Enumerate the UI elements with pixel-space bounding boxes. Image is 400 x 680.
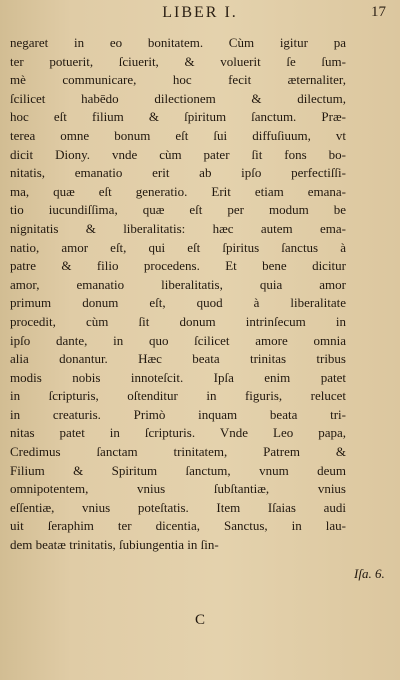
- text-line: in creaturis. Primò inquam beata tri-: [10, 406, 346, 422]
- signature-mark: C: [194, 612, 205, 628]
- text-line: primum donum eſt, quod à liberalitate: [10, 295, 346, 311]
- text-line: patre & filio procedens. Et bene dicitur: [10, 258, 346, 274]
- text-line: nitatis, emanatio erit ab ipſo perfectiſſi-: [10, 165, 346, 181]
- text-line: ipſo dante, in quo ſcilicet amore omnia: [10, 332, 346, 348]
- text-line: dicit Diony. vnde cùm pater ſit fons bo-: [10, 146, 346, 162]
- running-title: LIBER I.: [162, 4, 238, 21]
- margin-note: Iſa. 6.: [354, 566, 385, 581]
- body-text: [10, 34, 346, 555]
- text-line: tio iucundiſſima, quæ eſt per modum be: [10, 202, 346, 218]
- text-line: nitas patet in ſcripturis. Vnde Leo papa,: [10, 425, 346, 441]
- page-header: [0, 4, 400, 28]
- text-line: natio, amor eſt, qui eſt ſpiritus ſanctus à: [10, 239, 346, 255]
- text-line: Filium & Spiritum ſanctum, vnum deum: [10, 462, 346, 478]
- page-number: 17: [371, 4, 386, 20]
- text-line: alia donantur. Hæc beata trinitas tribus: [10, 351, 346, 367]
- text-line: omnipotentem, vnius ſubſtantiæ, vnius: [10, 481, 346, 497]
- text-line: ſcilicet habēdo dilectionem & dilectum,: [10, 90, 346, 106]
- text-line: ma, quæ eſt generatio. Erit etiam emana-: [10, 183, 346, 199]
- text-line: uit ſeraphim ter dicentia, Sanctus, in lau-: [10, 518, 346, 534]
- text-line: hoc eſt filium & ſpiritum ſanctum. Præ-: [10, 109, 346, 125]
- text-line: terea omne bonum eſt ſui diffuſiuum, vt: [10, 127, 346, 143]
- text-line: negaret in eo bonitatem. Cùm igitur pa: [10, 35, 346, 50]
- text-line: procedit, cùm ſit donum intrinſecum in: [10, 313, 346, 329]
- text-line: dem beatæ trinitatis, ſubiungentia in ſin-: [10, 537, 219, 553]
- text-line: ter potuerit, ſciuerit, & voluerit ſe ſum-: [10, 53, 346, 69]
- text-line: eſſentiæ, vnius poteſtatis. Item Iſaias audi: [10, 499, 346, 515]
- text-line: in ſcripturis, oſtenditur in figuris, relucet: [10, 388, 346, 404]
- text-line: amor, emanatio liberalitatis, quia amor: [10, 276, 346, 292]
- text-line: mè communicare, hoc fecit æternaliter,: [10, 72, 346, 88]
- text-line: nignitatis & liberalitatis: hæc autem ema-: [10, 220, 346, 236]
- text-line: modis nobis innoteſcit. Ipſa enim patet: [10, 369, 346, 385]
- text-line: Credimus ſanctam trinitatem, Patrem &: [10, 444, 346, 460]
